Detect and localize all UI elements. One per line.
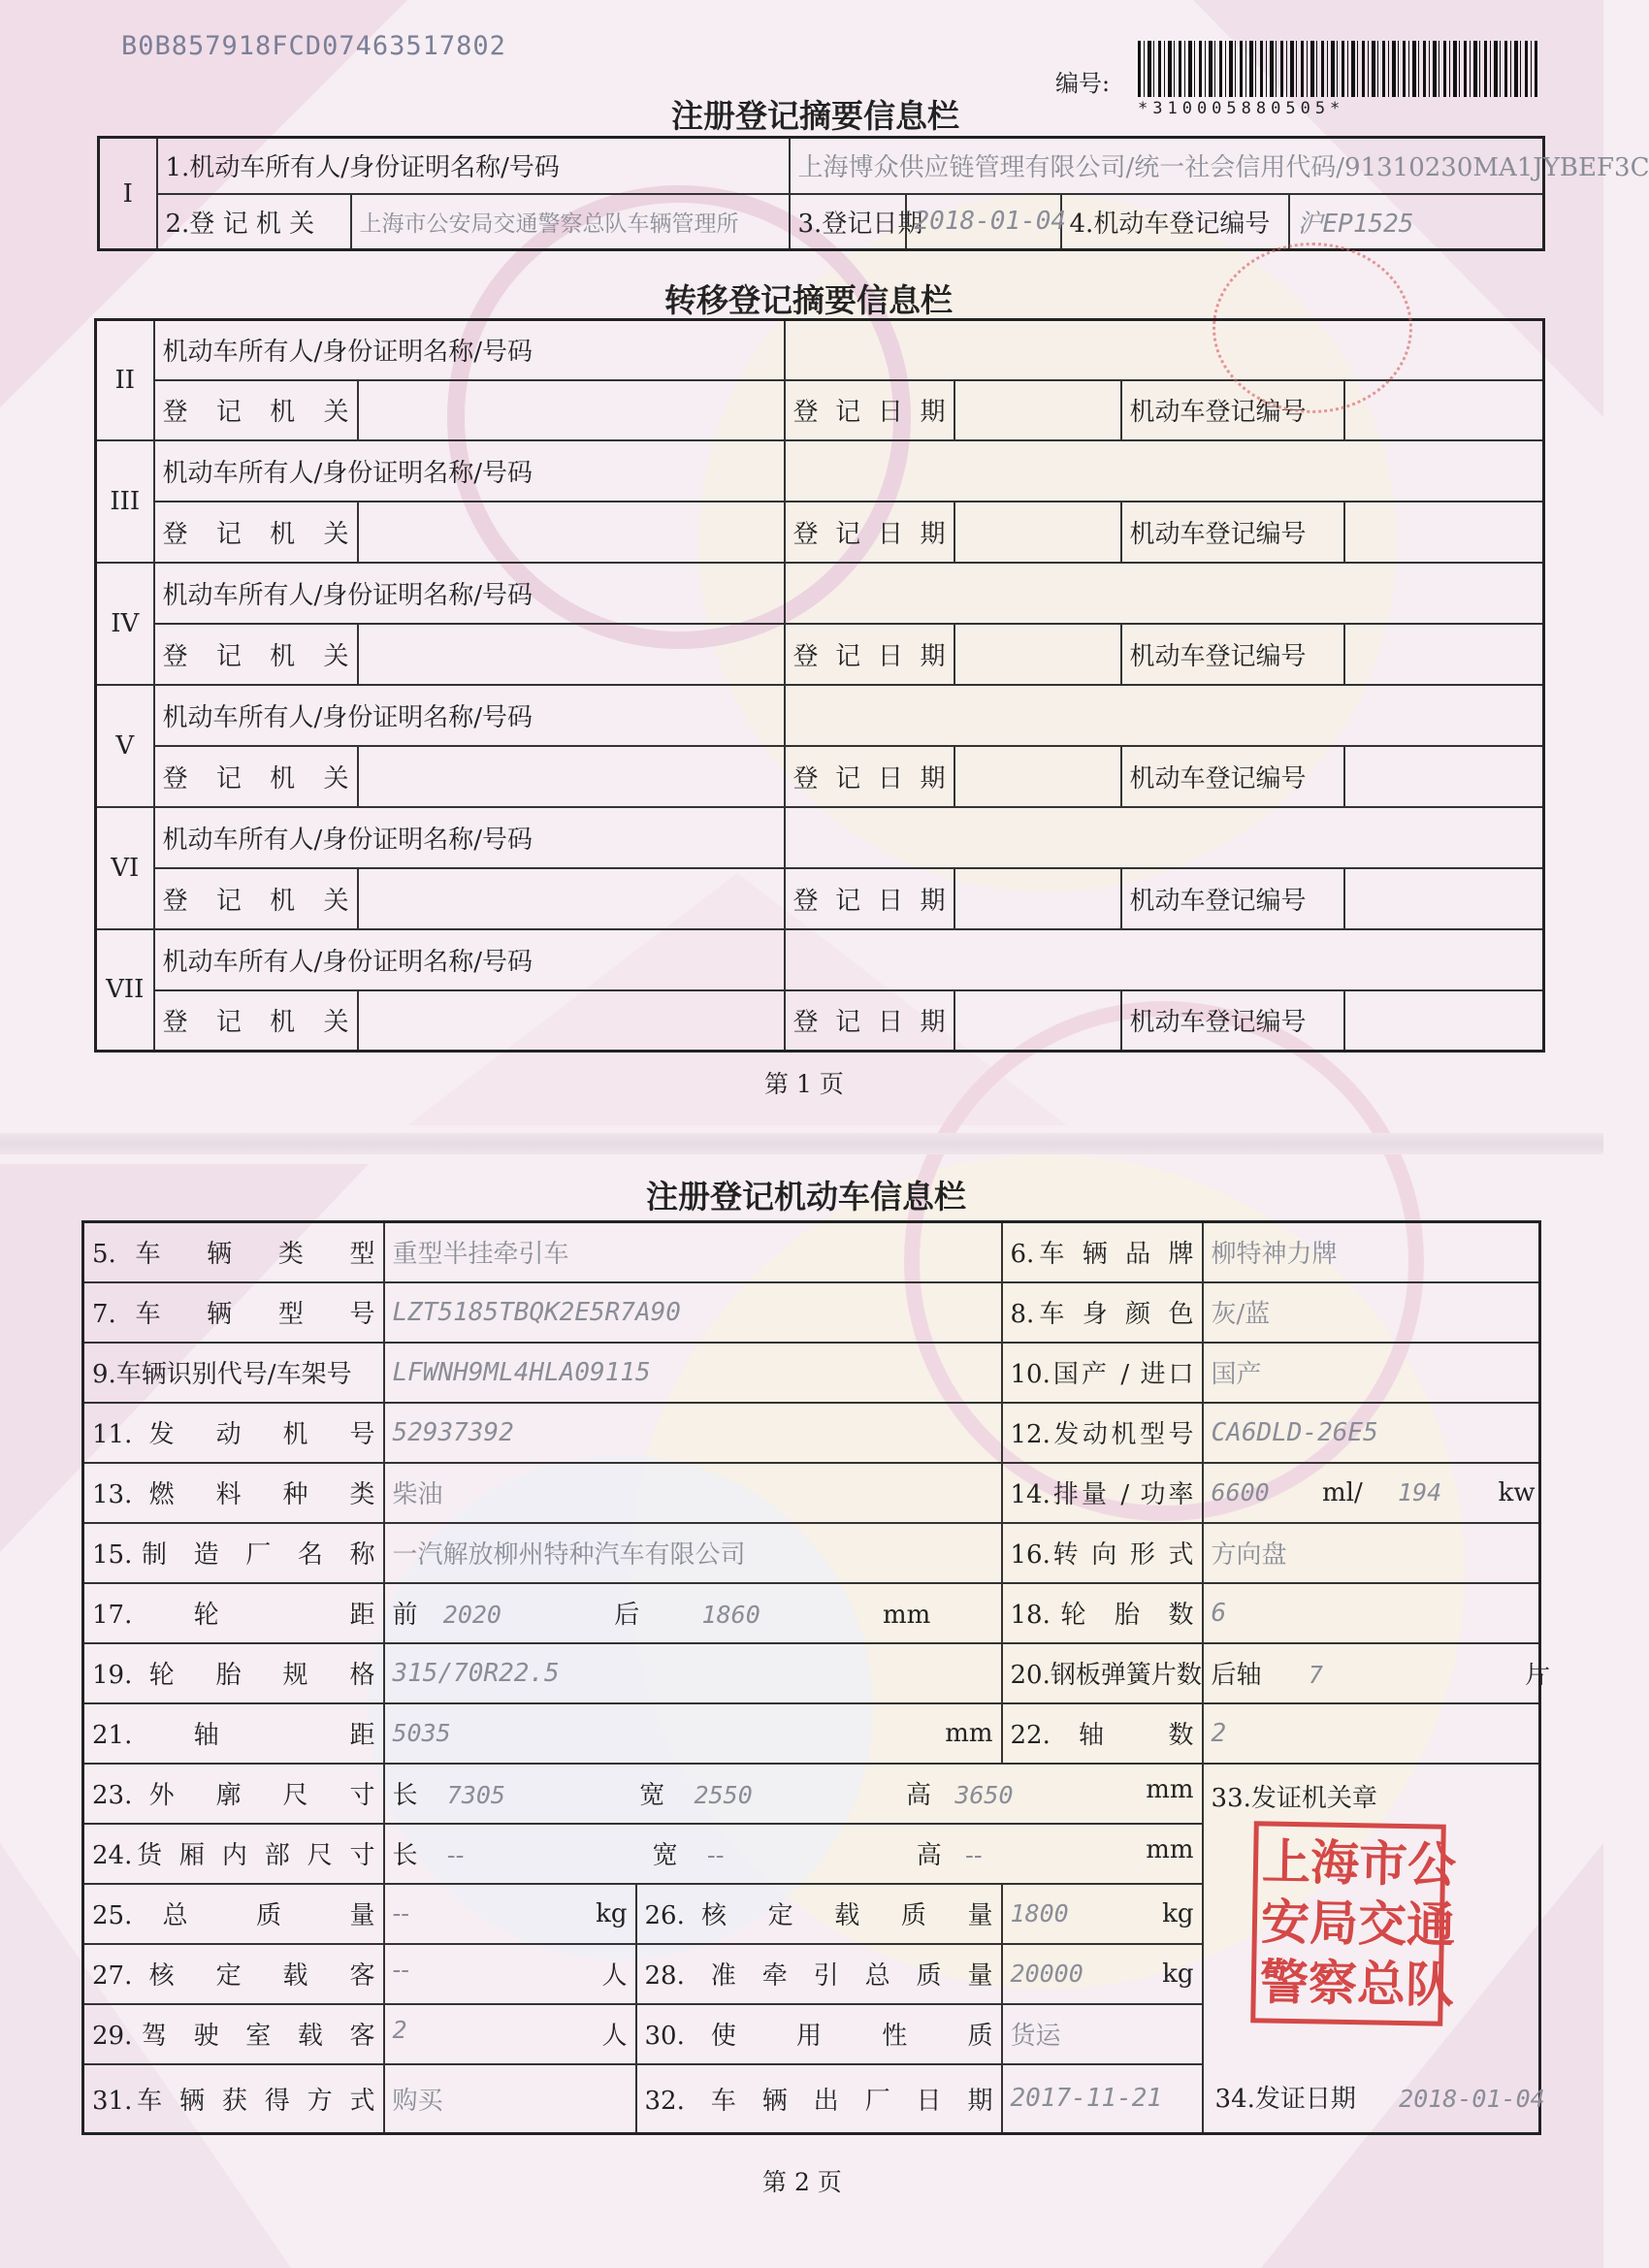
transfer-owner-value [785,440,1544,502]
transfer-owner-label: 机动车所有人/身份证明名称/号码 [154,929,785,990]
displacement-value: 6600 [1211,1477,1270,1507]
transfer-regno-label: 机动车登记编号 [1121,380,1344,440]
transfer-regno-value [1344,624,1544,685]
field-14-label: 14.排量 / 功率 [1002,1463,1203,1523]
transfer-roman: V [96,685,154,807]
transfer-authority-label: 登 记 机 关 [154,380,358,440]
registration-summary-table [97,136,1649,251]
transfer-authority-value [358,746,785,807]
cargo-height-value: -- [965,1841,983,1870]
field-22-value: 2 [1203,1703,1540,1764]
displacement-unit: ml/ [1322,1477,1363,1507]
field-30-value: 货运 [1002,2004,1203,2064]
transfer-roman: IV [96,563,154,685]
rated-passengers-value: -- [392,1956,410,1985]
rated-load-unit: kg [1162,1898,1194,1928]
field-14-value [1203,1463,1540,1523]
transfer-authority-label: 登 记 机 关 [154,990,358,1052]
transfer-roman: VII [96,929,154,1052]
transfer-owner-value [785,685,1544,746]
rated-passengers-unit: 人 [601,1961,628,1991]
field-27-label: 27.核 定 载 客 [83,1944,384,2004]
number-label: 编号: [1055,70,1111,97]
field-18-label: 18.轮 胎 数 [1002,1583,1203,1643]
cargo-width-value: -- [706,1841,725,1870]
field-23-label: 23.外 廓 尺 寸 [83,1764,384,1824]
field-23-value [384,1764,1203,1824]
authority-label: 2.登 记 机 关 [157,194,351,250]
track-unit: mm [883,1601,931,1630]
cargo-height-label: 高 [916,1841,942,1870]
transfer-regno-label: 机动车登记编号 [1121,502,1344,563]
field-21-label: 21.轴 距 [83,1703,384,1764]
field-8-value: 灰/蓝 [1203,1282,1540,1343]
reg-number-value: 沪EP1525 [1289,194,1544,250]
transfer-regno-label: 机动车登记编号 [1121,624,1344,685]
field-28-label: 28.准牵引总质量 [636,1944,1002,2004]
field-30-label: 30.使 用 性 质 [636,2004,1002,2064]
transfer-roman: II [96,320,154,440]
issuing-authority-seal [1250,1821,1457,2025]
field-7-label: 7.车 辆 型 号 [83,1282,384,1343]
owner-value: 上海博众供应链管理有限公司/统一社会信用代码/91310230MA1JYBEF3C [790,138,1544,194]
front-track-label: 前 [392,1601,418,1630]
reg-date-label: 3.登记日期 [790,194,906,250]
transfer-authority-value [358,380,785,440]
field-5-value: 重型半挂牵引车 [384,1222,1002,1282]
field-25-label: 25.总 质 量 [83,1884,384,1944]
transfer-authority-value [358,868,785,929]
field-34 [1215,2079,1545,2115]
transfer-regno-label: 机动车登记编号 [1121,868,1344,929]
front-track-value: 2020 [442,1601,501,1629]
reg-date-value: 2018-01-04 [906,194,1061,250]
length-label: 长 [392,1781,418,1810]
transfer-summary-title: 转移登记摘要信息栏 [664,281,953,319]
transfer-regno-label: 机动车登记编号 [1121,746,1344,807]
section-roman-I: I [99,138,157,250]
field-12-label: 12.发动机型号 [1002,1403,1203,1463]
field-31-label: 31.车 辆 获 得 方 式 [83,2064,384,2134]
field-16-value: 方向盘 [1203,1523,1540,1583]
leaf-spring-unit: 片 [1525,1661,1551,1690]
cargo-length-label: 长 [392,1841,418,1870]
field-20-label: 20.钢板弹簧片数 [1002,1643,1203,1703]
field-11-label: 11.发 动 机 号 [83,1403,384,1463]
field-5-label: 5.车 辆 类 型 [83,1222,384,1282]
transfer-regno-value [1344,868,1544,929]
field-22-label: 22.轴 数 [1002,1703,1203,1764]
field-6-value: 柳特神力牌 [1203,1222,1540,1282]
field-16-label: 16.转 向 形 式 [1002,1523,1203,1583]
field-26-label: 26.核 定 载 质 量 [636,1884,1002,1944]
transfer-regno-label: 机动车登记编号 [1121,990,1344,1052]
transfer-date-label: 登 记 日 期 [785,380,954,440]
authority-value: 上海市公安局交通警察总队车辆管理所 [351,194,790,250]
transfer-date-value [954,868,1121,929]
field-18-value: 6 [1203,1583,1540,1643]
field-32-label: 32.车辆出厂日期 [636,2064,1002,2134]
transfer-owner-label: 机动车所有人/身份证明名称/号码 [154,685,785,746]
field-26-value [1002,1884,1203,1944]
transfer-owner-value [785,929,1544,990]
wheelbase-value: 5035 [392,1718,451,1747]
field-17-value [384,1583,1002,1643]
field-29-value [384,2004,636,2064]
power-unit: kw [1498,1477,1536,1507]
transfer-summary-table [94,318,1545,1053]
field-13-label: 13.燃 料 种 类 [83,1463,384,1523]
cab-passengers-unit: 人 [601,2022,628,2051]
seal-line-2: 安局交通 [1260,1893,1456,1954]
wheelbase-unit: mm [945,1718,993,1748]
field-9-value: LFWNH9ML4HLA09115 [384,1343,1002,1403]
field-33-label: 33.发证机关章 [1211,1783,1377,1813]
transfer-date-value [954,746,1121,807]
transfer-date-label: 登 记 日 期 [785,990,954,1052]
cargo-width-label: 宽 [652,1841,678,1870]
field-8-label: 8.车 身 颜 色 [1002,1282,1203,1343]
field-28-value [1002,1944,1203,2004]
height-label: 高 [906,1781,932,1810]
seal-line-1: 上海市公 [1261,1832,1457,1894]
width-label: 宽 [639,1781,665,1810]
barcode-text: *310005880505* [1138,99,1345,118]
transfer-date-label: 登 记 日 期 [785,868,954,929]
field-34-label: 34.发证日期 [1214,2085,1356,2114]
stamp-dots-decoration [1212,243,1412,413]
cab-passengers-value: 2 [392,2016,407,2044]
power-value: 194 [1398,1477,1442,1507]
cargo-length-value: -- [446,1841,465,1870]
transfer-owner-value [785,563,1544,624]
barcode [1138,41,1537,97]
transfer-authority-label: 登 记 机 关 [154,868,358,929]
page-2-label: 第 2 页 [762,2168,842,2196]
transfer-authority-value [358,502,785,563]
transfer-date-value [954,380,1121,440]
rear-axle-label: 后轴 [1211,1661,1262,1690]
field-11-value: 52937392 [384,1403,1002,1463]
transfer-owner-value [785,807,1544,868]
page-1-label: 第 1 页 [764,1070,844,1098]
field-6-label: 6.车 辆 品 牌 [1002,1222,1203,1282]
field-19-label: 19.轮 胎 规 格 [83,1643,384,1703]
transfer-owner-value [785,320,1544,380]
rear-track-label: 后 [614,1601,640,1630]
transfer-roman: VI [96,807,154,929]
field-31-value: 购买 [384,2064,636,2134]
field-12-value: CA6DLD-26E5 [1203,1403,1540,1463]
transfer-authority-value [358,990,785,1052]
field-24-value [384,1824,1203,1884]
transfer-date-label: 登 记 日 期 [785,624,954,685]
transfer-authority-label: 登 记 机 关 [154,502,358,563]
total-mass-value: -- [392,1898,410,1928]
transfer-authority-label: 登 记 机 关 [154,624,358,685]
field-10-label: 10.国产 / 进口 [1002,1343,1203,1403]
transfer-roman: III [96,440,154,563]
owner-label: 1.机动车所有人/身份证明名称/号码 [157,138,790,194]
field-15-label: 15.制 造 厂 名 称 [83,1523,384,1583]
leaf-spring-value: 7 [1308,1661,1323,1689]
transfer-authority-value [358,624,785,685]
field-19-value: 315/70R22.5 [384,1643,1002,1703]
vehicle-info-table [81,1220,1551,2135]
transfer-owner-label: 机动车所有人/身份证明名称/号码 [154,807,785,868]
field-21-value [384,1703,1002,1764]
field-20-value [1203,1643,1551,1703]
field-15-value: 一汽解放柳州特种汽车有限公司 [384,1523,1002,1583]
height-value: 3650 [954,1781,1014,1809]
field-7-value: LZT5185TBQK2E5R7A90 [384,1282,1002,1343]
field-9-label: 9.车辆识别代号/车架号 [83,1343,384,1403]
field-17-label: 17.轮 距 [83,1583,384,1643]
transfer-date-label: 登 记 日 期 [785,502,954,563]
vehicle-info-title: 注册登记机动车信息栏 [646,1178,966,1215]
width-value: 2550 [694,1781,753,1809]
reg-number-label: 4.机动车登记编号 [1061,194,1289,250]
field-25-value [384,1884,636,1944]
total-mass-unit: kg [596,1898,628,1928]
transfer-owner-label: 机动车所有人/身份证明名称/号码 [154,440,785,502]
rear-track-value: 1860 [701,1601,760,1629]
transfer-date-value [954,624,1121,685]
field-13-value: 柴油 [384,1463,1002,1523]
transfer-authority-label: 登 记 机 关 [154,746,358,807]
towing-mass-value: 20000 [1010,1959,1083,1988]
field-29-label: 29.驾 驶 室 载 客 [83,2004,384,2064]
transfer-owner-label: 机动车所有人/身份证明名称/号码 [154,563,785,624]
transfer-regno-value [1344,990,1544,1052]
rated-load-value: 1800 [1010,1898,1069,1928]
field-10-value: 国产 [1203,1343,1540,1403]
cargo-unit: mm [1146,1835,1194,1864]
transfer-owner-label: 机动车所有人/身份证明名称/号码 [154,320,785,380]
seal-line-3: 警察总队 [1258,1953,1454,2014]
length-value: 7305 [446,1781,505,1809]
registration-summary-title: 注册登记摘要信息栏 [671,97,959,135]
field-34-value: 2018-01-04 [1399,2085,1545,2113]
issuing-authority-cell [1203,1764,1545,2134]
document-serial: B0B857918FCD07463517802 [121,31,506,61]
transfer-regno-value [1344,746,1544,807]
towing-mass-unit: kg [1162,1959,1194,1989]
transfer-date-value [954,990,1121,1052]
transfer-date-label: 登 记 日 期 [785,746,954,807]
transfer-regno-value [1344,502,1544,563]
field-24-label: 24.货 厢 内 部 尺 寸 [83,1824,384,1884]
field-27-value [384,1944,636,2004]
transfer-date-value [954,502,1121,563]
outline-unit: mm [1146,1775,1194,1804]
field-32-value: 2017-11-21 [1002,2064,1203,2134]
